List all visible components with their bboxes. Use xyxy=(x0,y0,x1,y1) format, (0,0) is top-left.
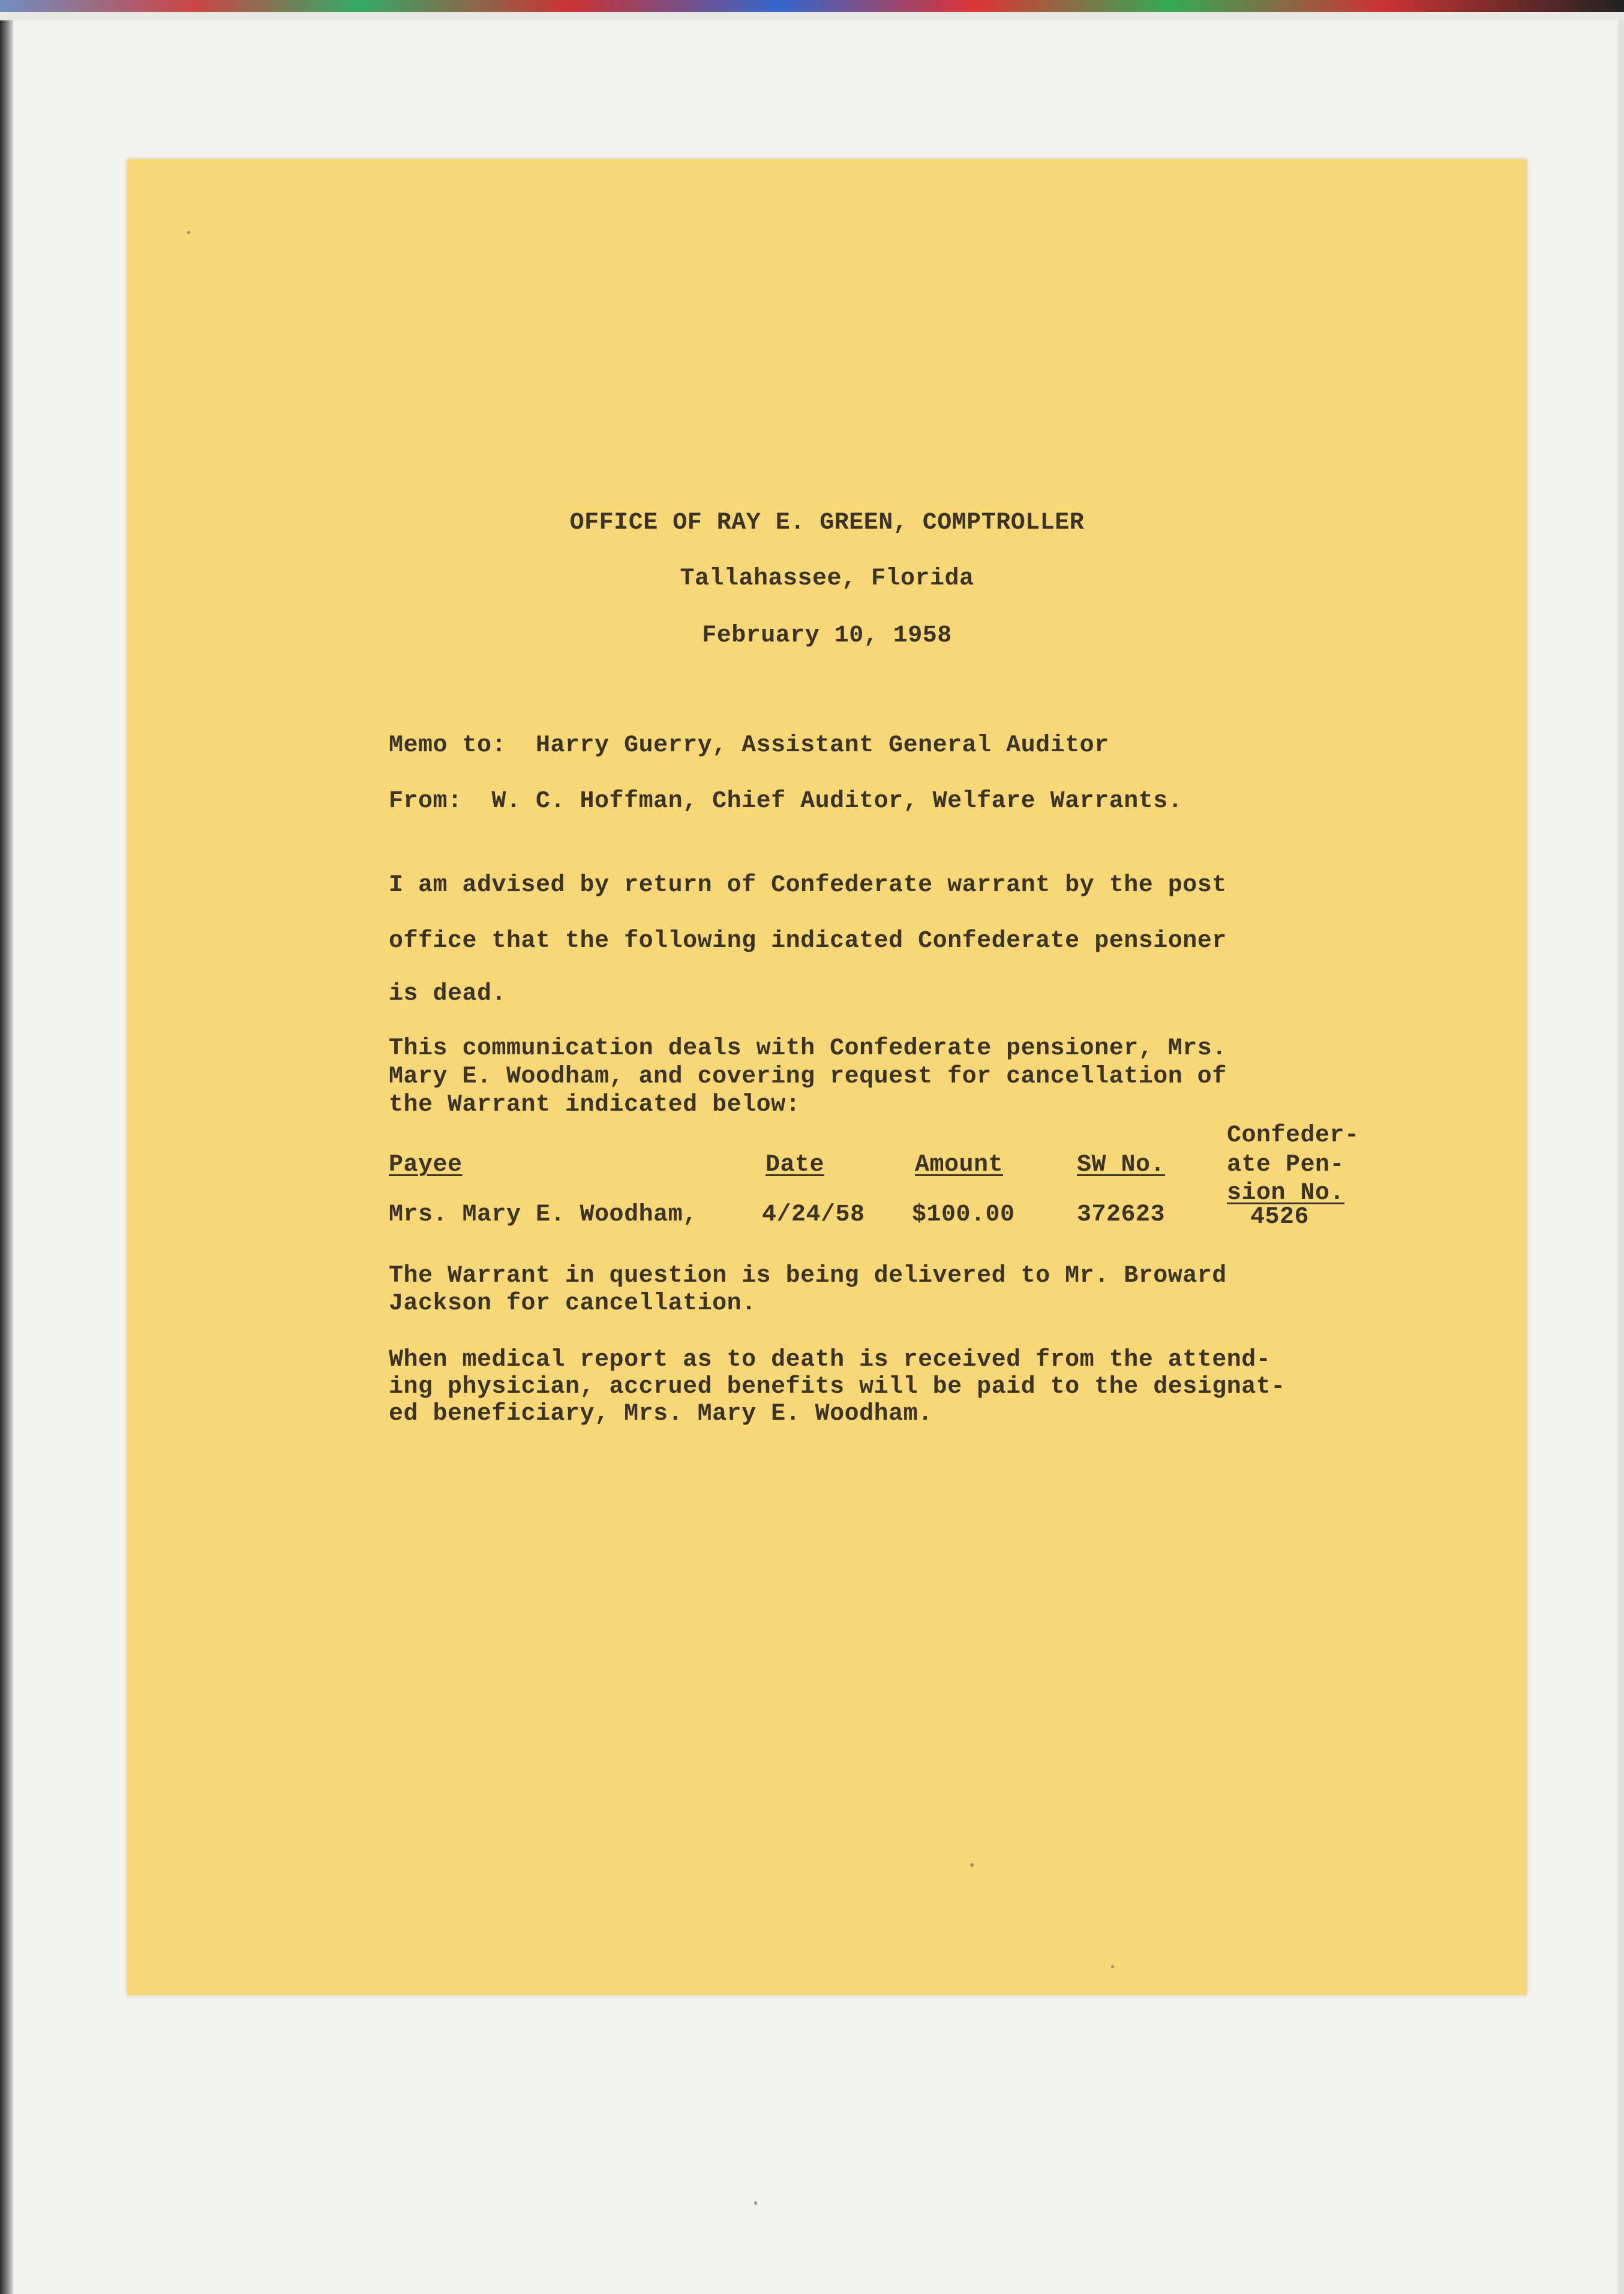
paragraph-3-line-2: Jackson for cancellation. xyxy=(389,1290,757,1317)
paragraph-2-line-3: the Warrant indicated below: xyxy=(389,1091,801,1118)
memo-to-line: Memo to: Harry Guerry, Assistant General Auditor xyxy=(389,732,1109,759)
paragraph-4-line-2: ing physician, accrued benefits will be paid to the designat- xyxy=(389,1374,1286,1401)
paragraph-4-line-1: When medical report as to death is received from the attend- xyxy=(389,1347,1271,1374)
memo-date: February 10, 1958 xyxy=(702,622,952,649)
amount-cell: $100.00 xyxy=(912,1201,1015,1228)
paragraph-3-line-1: The Warrant in question is being delivered to Mr. Broward xyxy=(389,1263,1227,1290)
city-line: Tallahassee, Florida xyxy=(680,565,974,592)
date-cell: 4/24/58 xyxy=(762,1201,865,1228)
pension-header-line-1: Confeder- xyxy=(1227,1122,1359,1149)
pension-header-line-2: ate Pen- xyxy=(1227,1152,1345,1179)
payee-cell: Mrs. Mary E. Woodham, xyxy=(389,1201,698,1228)
scanner-left-edge xyxy=(0,20,13,2294)
sw-no-cell: 372623 xyxy=(1077,1201,1166,1228)
pension-header-line-3: sion No. xyxy=(1227,1180,1345,1207)
paragraph-1-line-1: I am advised by return of Confederate warrant by the post xyxy=(389,872,1227,899)
payee-header: Payee xyxy=(389,1152,463,1179)
paragraph-2-line-2: Mary E. Woodham, and covering request for cancellation of xyxy=(389,1063,1227,1090)
office-heading: OFFICE OF RAY E. GREEN, COMPTROLLER xyxy=(569,509,1085,536)
paragraph-1-line-2: office that the following indicated Confederate pensioner xyxy=(389,928,1227,955)
scanner-right-edge xyxy=(1618,20,1624,2294)
amount-header: Amount xyxy=(915,1152,1004,1179)
paragraph-4-line-3: ed beneficiary, Mrs. Mary E. Woodham. xyxy=(389,1401,933,1428)
date-header: Date xyxy=(766,1152,825,1179)
paragraph-1-line-3: is dead. xyxy=(389,980,507,1007)
scanner-color-strip xyxy=(0,0,1624,20)
pension-no-cell: 4526 xyxy=(1250,1204,1310,1231)
paper-speck xyxy=(1111,1965,1114,1968)
memo-paper xyxy=(127,159,1527,1995)
paragraph-2-line-1: This communication deals with Confederate pensioner, Mrs. xyxy=(389,1035,1227,1062)
sw-no-header: SW No. xyxy=(1077,1152,1166,1179)
paper-speck xyxy=(187,231,190,234)
paper-speck xyxy=(970,1863,974,1867)
memo-from-line: From: W. C. Hoffman, Chief Auditor, Welfare Warrants. xyxy=(389,788,1183,815)
scan-speck xyxy=(754,2201,757,2205)
